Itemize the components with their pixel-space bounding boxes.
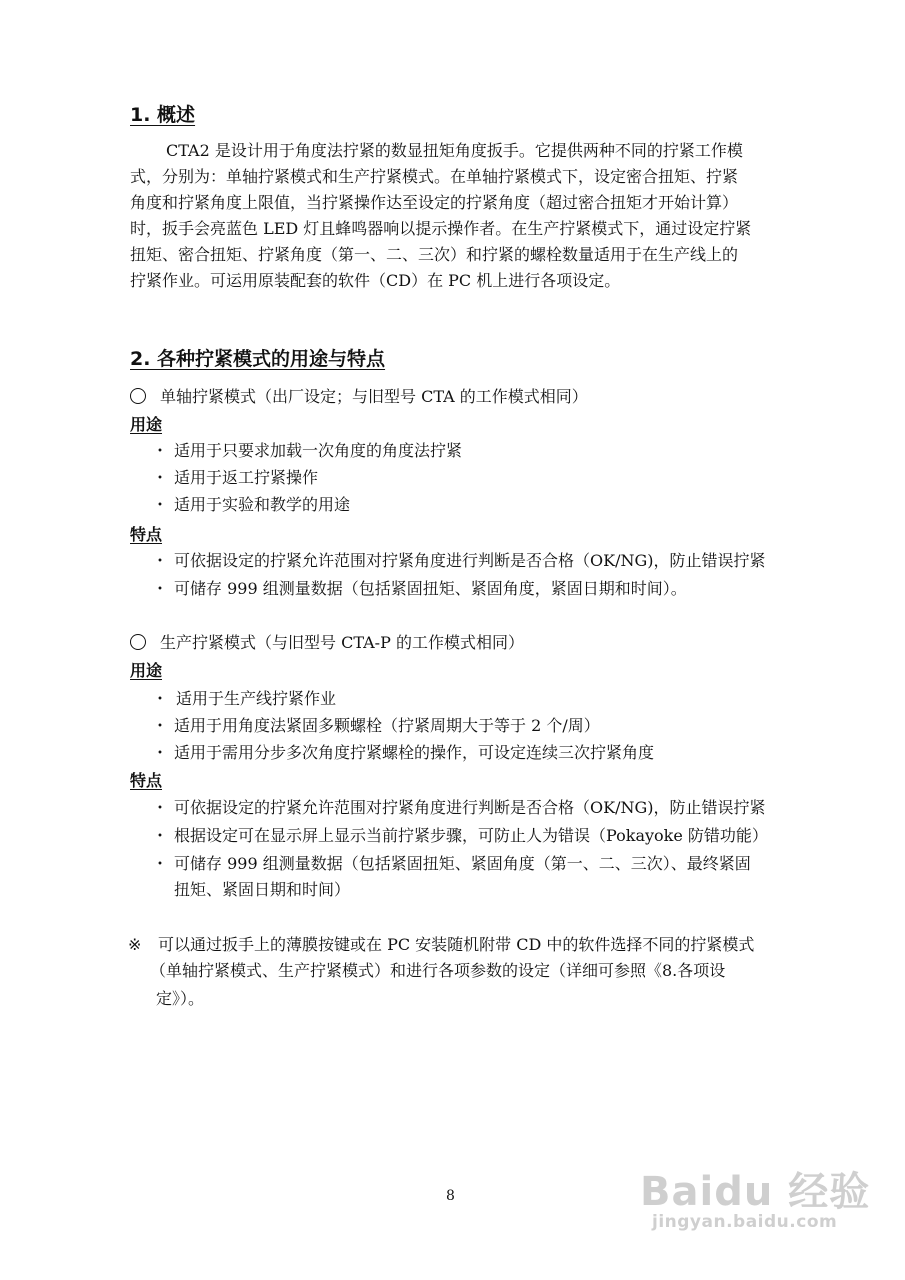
mode1-use-item: 适用于返工拧紧操作 [174,468,319,487]
paragraph-line: 时，扳手会亮蓝色 LED 灯且蜂鸣器响以提示操作者。在生产拧紧模式下，通过设定拧紧 [130,219,752,238]
bullet-dot-icon: ・ [152,689,169,708]
mode2-uses-label: 用途 [130,661,163,680]
watermark-url: jingyan.baidu.com [652,1212,838,1232]
page-number: 8 [446,1188,455,1204]
mode2-use-item: 适用于需用分步多次角度拧紧螺栓的操作，可设定连续三次拧紧角度 [174,743,655,762]
section1-heading: 1. 概述 [130,104,196,126]
mode1-features-label: 特点 [130,525,163,544]
note-line: 定》）。 [156,989,205,1008]
note-line: （单轴拧紧模式、生产拧紧模式）和进行各项参数的设定（详细可参照《8.各项设 [150,961,726,980]
watermark-logo: Baidu 经验 [640,1169,871,1215]
mode1-feature-item: 可储存 999 组测量数据（包括紧固扭矩、紧固角度，紧固日期和时间）。 [174,579,687,598]
bullet-dot-icon: ・ [152,579,169,598]
mode2-feature-item: 根据设定可在显示屏上显示当前拧紧步骤，可防止人为错误（Pokayoke 防错功能） [174,826,768,845]
bullet-dot-icon: ・ [152,468,169,487]
bullet-dot-icon: ・ [152,854,169,873]
mode2-feature-item: 可依据设定的拧紧允许范围对拧紧角度进行判断是否合格（OK/NG)，防止错误拧紧 [174,798,766,817]
mode2-feature-item: 可储存 999 组测量数据（包括紧固扭矩、紧固角度（第一、二、三次）、最终紧固 [174,854,751,873]
note-line: 可以通过扳手上的薄膜按键或在 PC 安装随机附带 CD 中的软件选择不同的拧紧模式 [158,935,755,954]
bullet-dot-icon: ・ [152,716,169,735]
mode2-title-row [130,630,524,656]
mode1-title: 单轴拧紧模式（出厂设定；与旧型号 CTA 的工作模式相同） [160,387,588,406]
mode1-use-item: 适用于只要求加载一次角度的角度法拧紧 [174,441,463,460]
bullet-dot-icon: ・ [152,743,169,762]
section2-heading: 2. 各种拧紧模式的用途与特点 [130,348,386,370]
paragraph-line: 拧紧作业。可运用原装配套的软件（CD）在 PC 机上进行各项设定。 [130,271,621,290]
bullet-dot-icon: ・ [152,441,169,460]
bullet-dot-icon: ・ [152,551,169,570]
circle-bullet-icon [130,634,146,650]
mode2-feature-item-continuation: 扭矩、紧固日期和时间） [174,880,351,899]
mode1-feature-item: 可依据设定的拧紧允许范围对拧紧角度进行判断是否合格（OK/NG)，防止错误拧紧 [174,551,766,570]
reference-mark-icon: ※ [128,935,142,954]
mode2-use-item: 适用于生产线拧紧作业 [176,689,337,708]
mode2-use-item: 适用于用角度法紧固多颗螺栓（拧紧周期大于等于 2 个/周） [174,716,600,735]
paragraph-line: 扭矩、密合扭矩、拧紧角度（第一、二、三次）和拧紧的螺栓数量适用于在生产线上的 [130,245,739,264]
bullet-dot-icon: ・ [152,798,169,817]
paragraph-line: CTA2 是设计用于角度法拧紧的数显扭矩角度扳手。它提供两种不同的拧紧工作模 [166,141,743,160]
mode1-uses-label: 用途 [130,415,163,434]
bullet-dot-icon: ・ [152,826,169,845]
paragraph-line: 角度和拧紧角度上限值，当拧紧操作达至设定的拧紧角度（超过密合扭矩才开始计算） [130,193,739,212]
paragraph-line: 式，分别为：单轴拧紧模式和生产拧紧模式。在单轴拧紧模式下，设定密合扭矩、拧紧 [130,167,739,186]
mode1-use-item: 适用于实验和教学的用途 [174,495,351,514]
mode2-title: 生产拧紧模式（与旧型号 CTA-P 的工作模式相同） [160,633,524,652]
circle-bullet-icon [130,388,146,404]
mode1-title-row [130,384,588,410]
bullet-dot-icon: ・ [152,495,169,514]
baidu-jingyan-watermark [640,1160,890,1260]
mode2-features-label: 特点 [130,771,163,790]
